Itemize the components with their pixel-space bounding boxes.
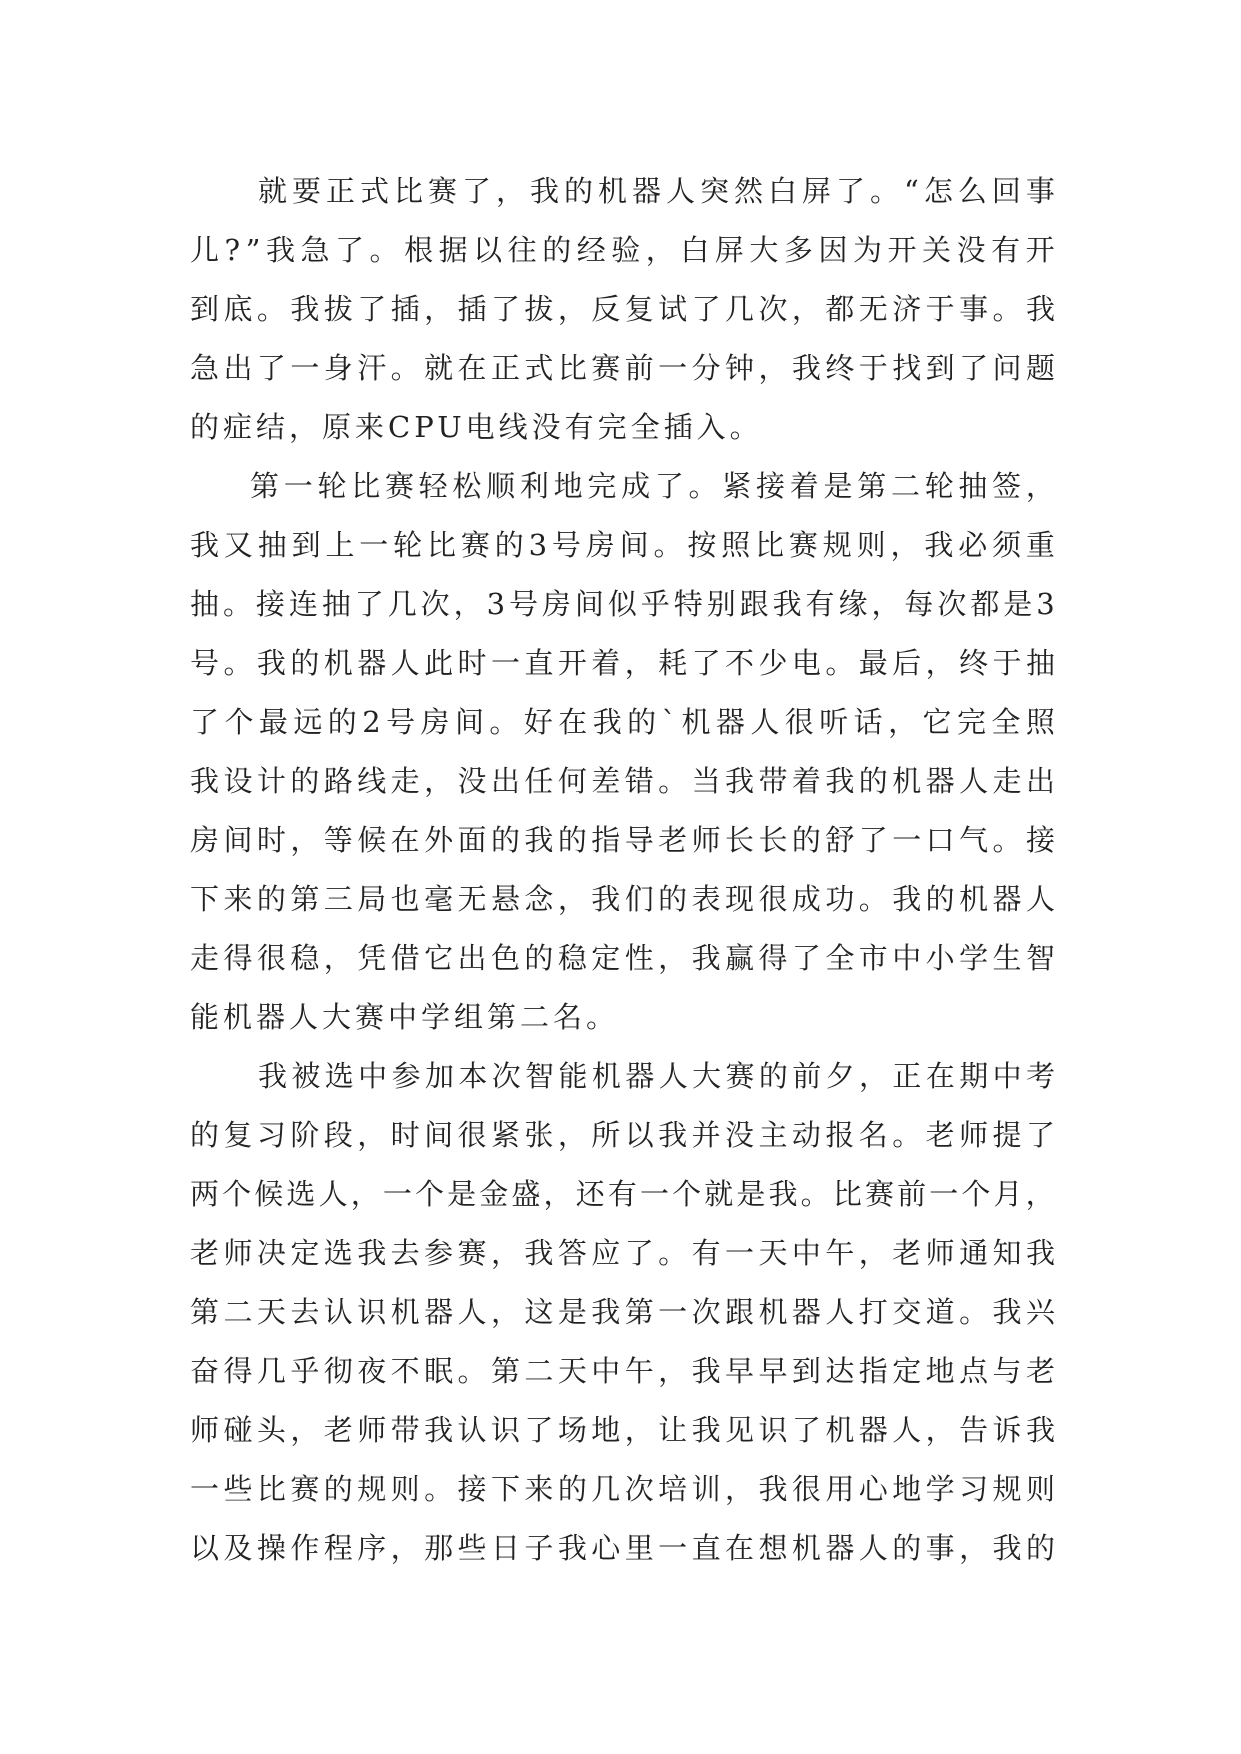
text-line: 就 要 正 式 比 赛 了 ， 我 的 机 器 人 突 然 白 屏 了 。 “ 怎 么 回 事 <box>258 174 1055 208</box>
text-line: 老 师 决 定 选 我 去 参 赛 ， 我 答 应 了 。 有 一 天 中 午 ， 老 师 通 知 我 <box>190 1236 1055 1270</box>
text-line: 一 些 比 赛 的 规 则 。 接 下 来 的 几 次 培 训 ， 我 很 用 心 地 学 习 规 则 <box>190 1472 1055 1506</box>
text-line: 奋 得 几 乎 彻 夜 不 眠 。 第 二 天 中 午 ， 我 早 早 到 达 指 定 地 点 与 老 <box>190 1354 1055 1388</box>
text-line: 号 。 我 的 机 器 人 此 时 一 直 开 着 ， 耗 了 不 少 电 。 最 后 ， 终 于 抽 <box>190 646 1055 680</box>
text-line: 房 间 时 ， 等 候 在 外 面 的 我 的 指 导 老 师 长 长 的 舒 了 一 口 气 。 接 <box>190 823 1055 857</box>
text-line: 走 得 很 稳 ， 凭 借 它 出 色 的 稳 定 性 ， 我 赢 得 了 全 市 中 小 学 生 智 <box>190 941 1055 975</box>
text-line: 了 个 最 远 的 2 号 房 间 。 好 在 我 的 ` 机 器 人 很 听 话 ， 它 完 全 照 <box>190 705 1055 739</box>
text-line: 能机器人大赛中学组第二名。 <box>190 1000 620 1034</box>
text-line: 我 被 选 中 参 加 本 次 智 能 机 器 人 大 赛 的 前 夕 ， 正 在 期 中 考 <box>258 1059 1055 1093</box>
text-line: 两 个 候 选 人 ， 一 个 是 金 盛 ， 还 有 一 个 就 是 我 。 比 赛 前 一 个 月 ， <box>190 1177 1055 1211</box>
text-line: 师 碰 头 ， 老 师 带 我 认 识 了 场 地 ， 让 我 见 识 了 机 器 人 ， 告 诉 我 <box>190 1413 1055 1447</box>
text-line: 的症结，原来CPU电线没有完全插入。 <box>190 410 763 444</box>
text-line: 我 设 计 的 路 线 走 ， 没 出 任 何 差 错 。 当 我 带 着 我 的 机 器 人 走 出 <box>190 764 1055 798</box>
text-line: 下 来 的 第 三 局 也 毫 无 悬 念 ， 我 们 的 表 现 很 成 功 。 我 的 机 器 人 <box>190 882 1055 916</box>
text-line: 的 复 习 阶 段 ， 时 间 很 紧 张 ， 所 以 我 并 没 主 动 报 名 。 老 师 提 了 <box>190 1118 1055 1152</box>
text-line: 到 底 。 我 拔 了 插 ， 插 了 拔 ， 反 复 试 了 几 次 ， 都 无 济 于 事 。 我 <box>190 292 1055 326</box>
text-line: 以 及 操 作 程 序 ， 那 些 日 子 我 心 里 一 直 在 想 机 器 人 的 事 ， 我 的 <box>190 1531 1055 1565</box>
text-line: 抽 。 接 连 抽 了 几 次 ， 3 号 房 间 似 乎 特 别 跟 我 有 缘 ， 每 次 都 是 3 <box>190 587 1055 621</box>
text-line: 我 又 抽 到 上 一 轮 比 赛 的 3 号 房 间 。 按 照 比 赛 规 则 ， 我 必 须 重 <box>190 528 1055 562</box>
text-line: 第 一 轮 比 赛 轻 松 顺 利 地 完 成 了 。 紧 接 着 是 第 二 轮 抽 签 ， <box>250 469 1055 503</box>
document-body <box>190 162 1055 1578</box>
text-line: 第 二 天 去 认 识 机 器 人 ， 这 是 我 第 一 次 跟 机 器 人 打 交 道 。 我 兴 <box>190 1295 1055 1329</box>
text-line: 儿 ? ” 我 急 了 。 根 据 以 往 的 经 验 ， 白 屏 大 多 因 为 开 关 没 有 开 <box>190 233 1055 267</box>
text-line: 急 出 了 一 身 汗 。 就 在 正 式 比 赛 前 一 分 钟 ， 我 终 于 找 到 了 问 题 <box>190 351 1055 385</box>
